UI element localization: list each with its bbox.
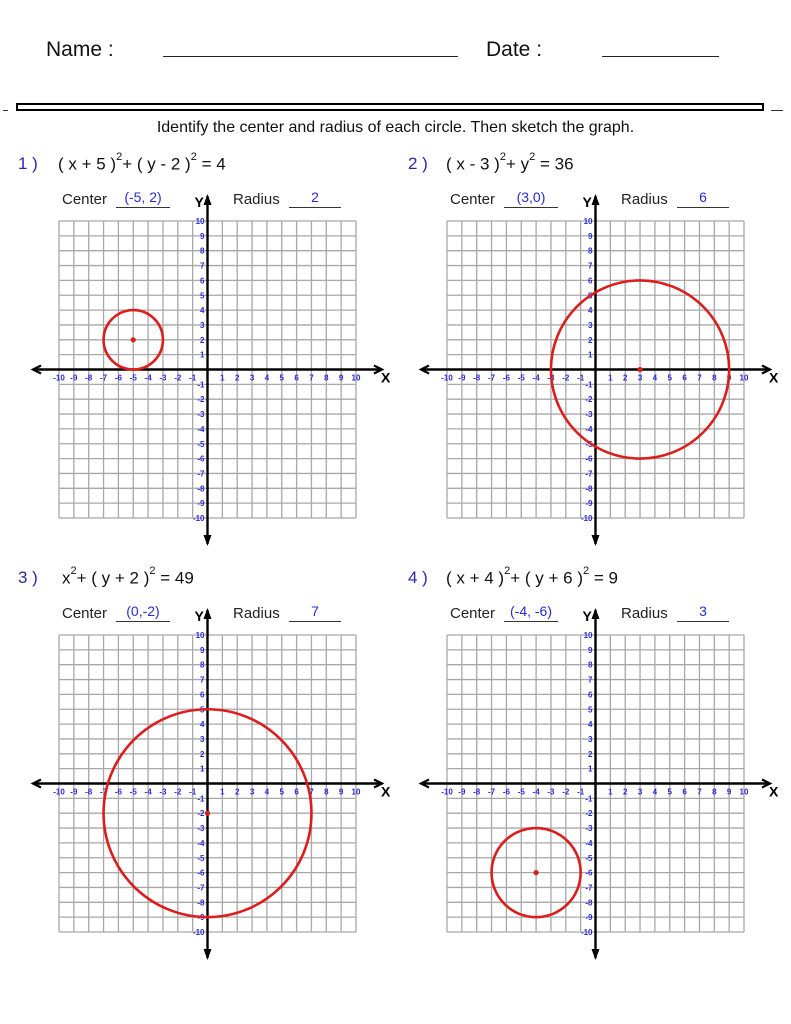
radius-label: Radius [621, 605, 668, 622]
center-label: Center [62, 191, 108, 208]
svg-text:6: 6 [200, 690, 205, 700]
svg-text:2: 2 [234, 373, 240, 383]
svg-text:-9: -9 [197, 913, 205, 923]
svg-text:-5: -5 [585, 439, 593, 449]
y-axis-down-arrow-icon [204, 535, 212, 546]
y-axis-label: Y [582, 608, 592, 624]
coordinate-plane-2[interactable] [417, 191, 779, 548]
svg-text:7: 7 [697, 787, 702, 797]
svg-text:-1: -1 [197, 380, 205, 390]
instructions-text: Identify the center and radius of each circle. Then sketch the graph. [156, 119, 635, 136]
svg-text:-7: -7 [197, 883, 205, 893]
svg-text:10: 10 [195, 631, 205, 640]
svg-text:3: 3 [200, 734, 205, 744]
svg-text:-1: -1 [197, 794, 205, 804]
svg-text:-1: -1 [189, 787, 197, 797]
svg-text:-9: -9 [70, 373, 78, 383]
svg-text:-8: -8 [585, 484, 593, 494]
svg-text:-1: -1 [585, 380, 593, 390]
svg-text:-6: -6 [585, 868, 593, 878]
svg-text:-3: -3 [547, 787, 555, 797]
svg-text:-4: -4 [532, 787, 540, 797]
svg-text:3: 3 [249, 787, 255, 797]
svg-text:5: 5 [588, 291, 593, 301]
center-answer-field[interactable]: (-5, 2) [116, 189, 170, 208]
svg-text:-10: -10 [441, 373, 453, 383]
svg-text:-3: -3 [159, 787, 167, 797]
svg-text:-8: -8 [85, 373, 93, 383]
y-axis-down-arrow-icon [204, 949, 212, 960]
svg-text:-10: -10 [192, 514, 205, 523]
y-axis-up-arrow-icon [204, 608, 212, 619]
svg-text:-2: -2 [174, 787, 182, 797]
svg-text:-2: -2 [562, 787, 570, 797]
svg-text:2: 2 [622, 373, 628, 383]
svg-text:7: 7 [588, 261, 593, 271]
svg-text:-10: -10 [53, 373, 65, 383]
exponent: 2 [504, 565, 511, 577]
svg-text:5: 5 [667, 787, 672, 797]
svg-text:5: 5 [200, 291, 205, 301]
center-label: Center [450, 191, 496, 208]
svg-text:9: 9 [588, 231, 593, 241]
svg-text:7: 7 [309, 373, 314, 383]
svg-text:2: 2 [588, 749, 593, 759]
svg-text:2: 2 [200, 749, 205, 759]
svg-text:-4: -4 [197, 424, 205, 434]
svg-text:-5: -5 [517, 787, 525, 797]
coordinate-plane-3[interactable] [29, 605, 391, 962]
svg-text:3: 3 [200, 320, 205, 330]
svg-text:-2: -2 [197, 395, 205, 405]
exponent: 2 [499, 151, 506, 163]
radius-label: Radius [233, 191, 280, 208]
svg-text:-6: -6 [197, 454, 205, 464]
svg-text:-3: -3 [585, 824, 593, 834]
svg-text:-2: -2 [562, 373, 570, 383]
svg-text:9: 9 [338, 373, 344, 383]
svg-text:5: 5 [588, 705, 593, 715]
svg-text:-5: -5 [197, 439, 205, 449]
y-axis-up-arrow-icon [592, 194, 600, 205]
svg-text:9: 9 [200, 645, 205, 655]
svg-text:-4: -4 [532, 373, 540, 383]
svg-text:-4: -4 [585, 838, 593, 848]
circle-equation [446, 151, 574, 175]
svg-text:7: 7 [200, 675, 205, 685]
circle-equation [446, 565, 618, 589]
svg-text:2: 2 [200, 335, 205, 345]
date-label: Date : [486, 38, 543, 61]
question-number: 3 ) [18, 568, 38, 587]
svg-text:10: 10 [583, 631, 593, 640]
svg-text:-8: -8 [197, 898, 205, 908]
svg-text:4: 4 [200, 720, 205, 730]
svg-text:6: 6 [588, 276, 593, 286]
svg-text:6: 6 [588, 690, 593, 700]
svg-text:-7: -7 [197, 469, 205, 479]
axes [34, 196, 381, 544]
svg-text:9: 9 [726, 787, 732, 797]
svg-text:6: 6 [294, 787, 299, 797]
svg-text:-1: -1 [577, 373, 585, 383]
svg-text:-5: -5 [129, 787, 137, 797]
svg-text:1: 1 [588, 350, 593, 360]
circle-equation [62, 565, 194, 589]
svg-text:8: 8 [588, 246, 593, 256]
right-rule-tick [771, 110, 783, 111]
equation-term: ( x + 4 ) [446, 568, 505, 588]
svg-text:10: 10 [351, 787, 361, 797]
svg-text:-7: -7 [99, 373, 108, 383]
svg-text:6: 6 [294, 373, 299, 383]
svg-text:-1: -1 [189, 373, 197, 383]
svg-text:-6: -6 [585, 454, 593, 464]
svg-text:-2: -2 [197, 809, 205, 819]
y-axis-up-arrow-icon [204, 194, 212, 205]
svg-text:10: 10 [739, 373, 749, 383]
svg-text:10: 10 [351, 373, 361, 383]
svg-text:-3: -3 [585, 410, 593, 420]
svg-text:5: 5 [279, 787, 284, 797]
x-axis-label: X [769, 783, 779, 800]
svg-text:-10: -10 [580, 928, 593, 937]
svg-text:5: 5 [200, 705, 205, 715]
svg-text:9: 9 [726, 373, 732, 383]
svg-text:-7: -7 [99, 787, 108, 797]
radius-label: Radius [233, 605, 280, 622]
svg-text:-2: -2 [174, 373, 182, 383]
center-answer-field[interactable]: (-4, -6) [504, 603, 558, 622]
svg-text:-1: -1 [585, 794, 593, 804]
circle-center-point [534, 870, 539, 875]
axes [422, 610, 769, 958]
y-axis-down-arrow-icon [592, 949, 600, 960]
svg-text:9: 9 [200, 231, 205, 241]
circle-center-point [205, 811, 210, 816]
svg-text:9: 9 [588, 645, 593, 655]
svg-text:8: 8 [200, 660, 205, 670]
equation-rhs: = 4 [196, 154, 226, 174]
center-label: Center [450, 605, 496, 622]
svg-text:7: 7 [697, 373, 702, 383]
svg-text:-5: -5 [585, 853, 593, 863]
center-label: Center [62, 605, 108, 622]
svg-text:10: 10 [739, 787, 749, 797]
svg-text:7: 7 [309, 787, 314, 797]
svg-text:-3: -3 [159, 373, 167, 383]
svg-text:-9: -9 [197, 499, 205, 509]
equation-term: + y [505, 154, 530, 174]
svg-text:-3: -3 [197, 410, 205, 420]
svg-text:4: 4 [200, 306, 205, 316]
svg-text:-7: -7 [585, 469, 593, 479]
svg-text:-2: -2 [585, 395, 593, 405]
svg-text:3: 3 [249, 373, 255, 383]
left-rule-tick [3, 110, 8, 111]
svg-text:-8: -8 [85, 787, 93, 797]
coordinate-plane-1[interactable] [29, 191, 391, 548]
svg-text:6: 6 [682, 373, 687, 383]
equation-term: x [62, 568, 71, 588]
svg-text:10: 10 [195, 217, 205, 226]
radius-label: Radius [621, 191, 668, 208]
svg-text:4: 4 [264, 373, 270, 383]
svg-text:-7: -7 [585, 883, 593, 893]
svg-text:6: 6 [682, 787, 687, 797]
svg-text:2: 2 [622, 787, 628, 797]
svg-text:-8: -8 [473, 373, 481, 383]
svg-text:-10: -10 [53, 787, 65, 797]
svg-text:-7: -7 [487, 373, 496, 383]
svg-text:4: 4 [264, 787, 270, 797]
y-axis-label: Y [582, 194, 592, 210]
equation-rhs: = 9 [589, 568, 618, 588]
svg-text:4: 4 [588, 306, 593, 316]
svg-text:8: 8 [324, 787, 329, 797]
svg-text:-6: -6 [114, 787, 122, 797]
svg-text:8: 8 [324, 373, 329, 383]
svg-text:1: 1 [200, 764, 205, 774]
svg-text:1: 1 [220, 373, 225, 383]
svg-text:4: 4 [652, 373, 658, 383]
svg-text:3: 3 [588, 320, 593, 330]
svg-text:-10: -10 [580, 514, 593, 523]
svg-text:7: 7 [588, 675, 593, 685]
svg-text:-7: -7 [487, 787, 496, 797]
svg-text:4: 4 [588, 720, 593, 730]
x-axis-label: X [381, 369, 391, 386]
exponent: 2 [582, 565, 590, 577]
radius-answer-field[interactable]: 6 [677, 189, 729, 208]
question-number: 2 ) [408, 154, 428, 173]
x-axis-label: X [381, 783, 391, 800]
svg-text:-4: -4 [197, 838, 205, 848]
svg-text:-4: -4 [144, 787, 152, 797]
exponent: 2 [529, 151, 536, 163]
svg-text:-1: -1 [577, 787, 585, 797]
equation-term: + ( y - 2 ) [122, 154, 191, 174]
equation-term: + ( y + 2 ) [76, 568, 150, 588]
svg-text:-6: -6 [114, 373, 122, 383]
circle-equation [58, 151, 226, 175]
name-input-line[interactable] [163, 56, 458, 57]
svg-text:2: 2 [234, 787, 240, 797]
svg-text:-9: -9 [585, 499, 593, 509]
svg-text:1: 1 [608, 787, 613, 797]
y-axis-up-arrow-icon [592, 608, 600, 619]
svg-text:3: 3 [637, 787, 643, 797]
equation-term: ( x + 5 ) [58, 154, 117, 174]
date-input-line[interactable] [602, 56, 719, 57]
exponent: 2 [70, 565, 77, 577]
svg-text:7: 7 [200, 261, 205, 271]
svg-text:-9: -9 [458, 787, 466, 797]
header-rule [16, 103, 764, 111]
svg-text:-6: -6 [502, 787, 510, 797]
y-axis-label: Y [194, 608, 204, 624]
svg-text:8: 8 [712, 787, 717, 797]
svg-text:-9: -9 [585, 913, 593, 923]
svg-text:-5: -5 [197, 853, 205, 863]
svg-text:-8: -8 [197, 484, 205, 494]
y-axis-down-arrow-icon [592, 535, 600, 546]
svg-text:8: 8 [588, 660, 593, 670]
coordinate-plane-4[interactable] [417, 605, 779, 962]
svg-text:6: 6 [200, 276, 205, 286]
exponent: 2 [190, 151, 197, 163]
circle-center-point [637, 367, 642, 372]
svg-text:-8: -8 [585, 898, 593, 908]
svg-text:-9: -9 [70, 787, 78, 797]
exponent: 2 [149, 565, 156, 577]
svg-text:5: 5 [279, 373, 284, 383]
y-axis-label: Y [194, 194, 204, 210]
svg-text:3: 3 [588, 734, 593, 744]
svg-text:1: 1 [220, 787, 225, 797]
equation-term: + ( y + 6 ) [510, 568, 583, 588]
svg-text:1: 1 [608, 373, 613, 383]
svg-text:3: 3 [637, 373, 643, 383]
question-number: 4 ) [408, 568, 428, 587]
equation-term: ( x - 3 ) [446, 154, 500, 174]
svg-text:8: 8 [712, 373, 717, 383]
center-answer-field[interactable]: (3,0) [504, 189, 558, 208]
radius-answer-field[interactable]: 7 [289, 603, 341, 622]
svg-text:5: 5 [667, 373, 672, 383]
svg-text:-10: -10 [192, 928, 205, 937]
svg-text:2: 2 [588, 335, 593, 345]
question-number: 1 ) [18, 154, 38, 173]
svg-text:-9: -9 [458, 373, 466, 383]
svg-text:8: 8 [200, 246, 205, 256]
center-answer-field[interactable]: (0,-2) [116, 603, 170, 622]
svg-text:-10: -10 [441, 787, 453, 797]
svg-text:-6: -6 [502, 373, 510, 383]
svg-text:-4: -4 [585, 424, 593, 434]
radius-answer-field[interactable]: 2 [289, 189, 341, 208]
svg-text:4: 4 [652, 787, 658, 797]
circle-center-point [131, 337, 136, 342]
name-label: Name : [46, 38, 114, 61]
x-axis-label: X [769, 369, 779, 386]
svg-text:10: 10 [583, 217, 593, 226]
svg-text:-3: -3 [547, 373, 555, 383]
svg-text:-4: -4 [144, 373, 152, 383]
svg-text:-5: -5 [517, 373, 525, 383]
svg-text:1: 1 [588, 764, 593, 774]
axes [34, 610, 381, 958]
svg-text:-5: -5 [129, 373, 137, 383]
svg-text:-8: -8 [473, 787, 481, 797]
svg-text:9: 9 [338, 787, 344, 797]
equation-rhs: = 49 [155, 568, 194, 588]
svg-text:-3: -3 [197, 824, 205, 834]
radius-answer-field[interactable]: 3 [677, 603, 729, 622]
exponent: 2 [116, 151, 123, 163]
equation-rhs: = 36 [535, 154, 574, 174]
svg-text:1: 1 [200, 350, 205, 360]
axes [422, 196, 769, 544]
svg-text:-6: -6 [197, 868, 205, 878]
svg-text:-2: -2 [585, 809, 593, 819]
